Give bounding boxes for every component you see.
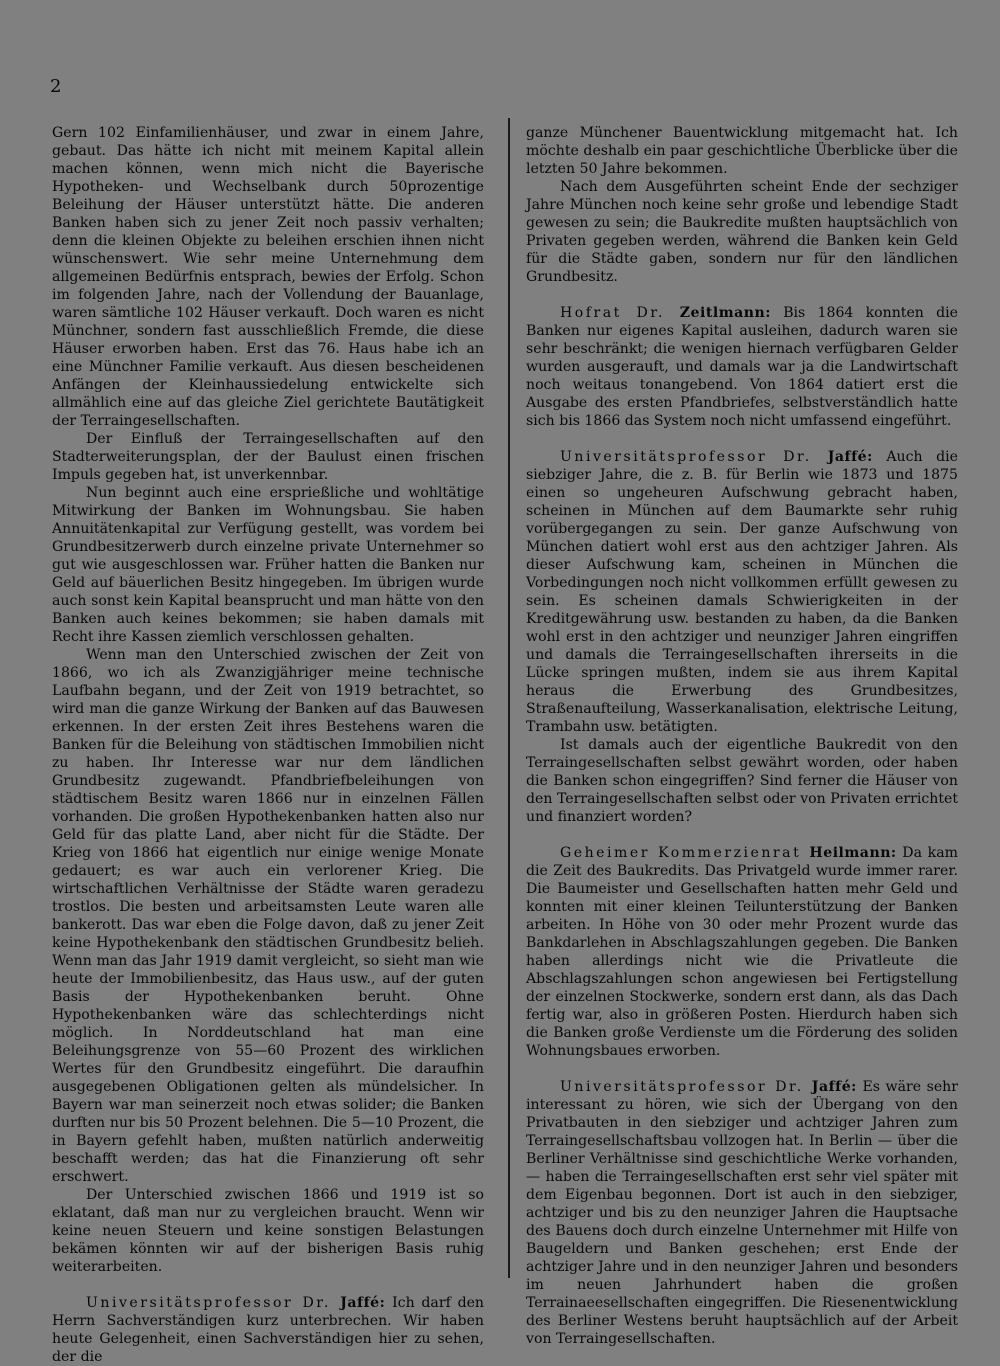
page-number: 2 bbox=[50, 76, 62, 97]
speaker-name: Jaffé: bbox=[811, 1079, 857, 1095]
speaker-name: Jaffé: bbox=[827, 449, 873, 465]
paragraph: Nach dem Ausgeführten scheint Ende der sechziger Jahre München noch keine sehr große und lebendige Stadt gewesen zu sein; die Baukredite mußten hauptsächlich von Privaten gegeben werden, während die Banken kein Geld für die Städte gaben, sondern nur für den ländlichen Grundbesitz. bbox=[526, 179, 958, 285]
speaker-text: Ich darf den Herrn Sachverständigen kurz unterbrechen. Wir haben heute Gelegenheit, einen Sachverständigen hier zu sehen, der die bbox=[52, 1295, 485, 1365]
paragraph: Der Unterschied zwischen 1866 und 1919 ist so eklatant, daß man nur zu vergleichen braucht. Wenn wir keine neuen Steuern und keine sonstigen Belastungen bekämen könnten wir auf der bisherigen Basis ruhig weiterarbeiten. bbox=[52, 1187, 484, 1275]
speaker-paragraph bbox=[526, 304, 958, 430]
paragraph: Wenn man den Unterschied zwischen der Zeit von 1866, wo ich als Zwanzigjähriger meine technische Laufbahn begann, und der Zeit von 1919 betrachtet, so wird man die ganze Wirkung der Banken auf das Bauwesen erkennen. In der ersten Zeit ihres Bestehens waren die Banken für die Beleihung von städtischen Immobilien nicht zu haben. Ihr Interesse war nur dem ländlichen Grundbesitz zugewandt. Pfandbriefbeleihungen von städtischem Besitz waren 1866 nur in einzelnen Fällen vorhanden. Die großen Hypothekenbanken hatten also nur Geld für das platte Land, aber nicht für die Städte. Der Krieg von 1866 hat eigentlich nur einige wenige Monate gedauert; es war auch ein verlorener Krieg. Die wirtschaftlichen Verhältnisse der Städte waren geradezu trostlos. Die besten und arbeitsamsten Leute waren alle bankerott. Das war eben die Folge davon, daß zu jener Zeit keine Hypothekenbank den städtischen Grundbesitz belieh. Wenn man das Jahr 1919 damit vergleicht, so sieht man wie heute der Immobilienbesitz, das Haus usw., auf der guten Basis der Hypothekenbanken beruht. Ohne Hypothekenbanken wäre das schlechterdings nicht möglich. In Norddeutschland hat man eine Beleihungsgrenze von 55—60 Prozent des wirklichen Wertes für den Grundbesitz eingeführt. Die daraufhin ausgegebenen Obligationen gelten als mündelsicher. In Bayern war man seinerzeit noch etwas solider; die Banken durften nur bis 50 Prozent belehnen. Die 5—10 Prozent, die in Bayern gefehlt haben, mußten natürlich anderweitig beschafft werden; das hat die Finanzierung oft sehr erschwert. bbox=[52, 647, 484, 1185]
paragraph: Nun beginnt auch eine ersprießliche und wohltätige Mitwirkung der Banken im Wohnungsbau. Sie haben Annuitätenkapital zur Verfügung gestellt, was vordem bei Grundbesitzerwerb durch einzelne private Unternehmer so gut wie ausgeschlossen war. Früher hatten die Banken nur Geld auf bäuerlichen Besitz hingegeben. Im übrigen wurde auch sonst kein Kapital beansprucht und man hätte von den Banken auch keines bekommen; sie haben damals mit Recht ihre Kassen ziemlich verschlossen gehalten. bbox=[52, 485, 484, 645]
speaker-title: Hofrat Dr. bbox=[560, 305, 680, 321]
speaker-name: Zeitlmann: bbox=[679, 305, 771, 321]
speaker-title: Geheimer Kommerzienrat bbox=[560, 845, 810, 861]
column-divider bbox=[508, 118, 510, 1278]
right-column bbox=[526, 124, 958, 1348]
paragraph: Gern 102 Einfamilienhäuser, und zwar in einem Jahre, gebaut. Das hätte ich nicht mit meinem Kapital allein machen können, wenn mich nicht die Bayerische Hypotheken- und Wechselbank durch 50prozentige Beleihung der Häuser unterstützt hätte. Die anderen Banken haben sich zu jener Zeit noch passiv verhalten; denn die kleinen Objekte zu beleihen erschien ihnen nicht wünschenswert. Wie sehr meine Unternehmung dem allgemeinen Bedürfnis entsprach, bewies der Erfolg. Schon im folgenden Jahre, nach der Vollendung der Bauanlage, waren sämtliche 102 Häuser verkauft. Doch waren es nicht Münchner, sondern fast ausschließlich Fremde, die diese Häuser erworben haben. Erst das 76. Haus habe ich an eine Münchner Familie verkauft. Aus diesen bescheidenen Anfängen der Kleinhaussiedelung entwickelte sich allmählich eine auf das gleiche Ziel gerichtete Bautätigkeit der Terraingesellschaften. bbox=[52, 125, 484, 429]
left-column bbox=[52, 124, 484, 1366]
speaker-paragraph bbox=[52, 1294, 484, 1366]
speaker-text: Es wäre sehr interessant zu hören, wie sich der Übergang von den Privatbauten in den siebziger und achtziger Jahren zum Terraingesellschaftsbau vollzogen hat. In Berlin — über die Berliner Verhältnisse sind geschichtliche Werke vorhanden, — haben die Terraingesellschaften erst sehr viel später mit dem Eigenbau begonnen. Dort ist auch in den siebziger, achtziger und bis zu den neunziger Jahren die Hauptsache des Bauens doch durch einzelne Unternehmer mit Hilfe von Baugeldern und Banken geschehen; erst Ende der achtziger Jahre und in den neunziger Jahren und besonders im neuen Jahrhundert haben die großen Terrainaeesellschaften eingegriffen. Die Riesenentwicklung des Berliner Westens beruht hauptsächlich auf der Arbeit von Terraingesellschaften. bbox=[526, 1079, 958, 1347]
speaker-text: Bis 1864 konnten die Banken nur eigenes Kapital ausleihen, dadurch waren sie sehr beschränkt; die wenigen hiernach verfügbaren Gelder wurden ausgerauft, und damals war ja die Landwirtschaft noch weitaus tonangebend. Von 1864 datiert erst die Ausgabe des ersten Pfandbriefes, selbstverständlich hatte sich bis 1866 das System noch nicht umfassend eingeführt. bbox=[526, 305, 958, 429]
speaker-title: Universitätsprofessor Dr. bbox=[86, 1295, 341, 1311]
speaker-paragraph bbox=[526, 448, 958, 736]
speaker-text: Auch die siebziger Jahre, die z. B. für Berlin wie 1873 und 1875 einen so ungeheuren Aufschwung gebracht haben, scheinen in München auf dem Baumarkte sehr ruhig vorübergegangen zu sein. Der ganze Aufschwung von München datiert wohl erst aus den achtziger Jahren. Als dieser Aufschwung kam, scheinen in München die Vorbedingungen noch nicht vollkommen erfüllt gewesen zu sein. Es scheinen damals Schwierigkeiten in der Kreditgewährung usw. bestanden zu haben, da die Banken wohl erst in den achtziger und neunziger Jahren eingriffen und damals die Terraingesellschaften ihrerseits in die Lücke springen mußten, indem sie aus ihrem Kapital heraus die Erwerbung des Grundbesitzes, Straßenaufteilung, Wasserkanalisation, elektrische Leitung, Trambahn usw. betätigten. bbox=[526, 449, 959, 735]
speaker-title: Universitätsprofessor Dr. bbox=[560, 449, 828, 465]
speaker-title: Universitätsprofessor Dr. bbox=[560, 1079, 812, 1095]
paragraph: Ist damals auch der eigentliche Baukredit von den Terraingesellschaften selbst gewährt worden, oder haben die Banken schon eingegriffen? Sind ferner die Häuser von den Terraingesellschaften selbst oder von Privaten errichtet und finanziert worden? bbox=[526, 737, 958, 825]
speaker-name: Heilmann: bbox=[809, 845, 897, 861]
speaker-paragraph bbox=[526, 1078, 958, 1348]
speaker-text: Da kam die Zeit des Baukredits. Das Privatgeld wurde immer rarer. Die Baumeister und Gesellschaften hatten mehr Geld und konnten mit einer kleinen Teilunterstützung der Banken arbeiten. In Höhe von 30 oder mehr Prozent wurde das Bankdarlehen in Abschlagszahlungen gegeben. Die Banken haben allerdings nicht wie die Privatleute die Abschlagszahlungen schon angewiesen bei Fertigstellung der einzelnen Stockwerke, sondern erst dann, als das Dach fertig war, also in größeren Posten. Hierdurch haben sich die Banken große Verdienste um die Förderung des soliden Wohnungsbaues erworben. bbox=[526, 845, 958, 1059]
paragraph: Der Einfluß der Terraingesellschaften auf den Stadterweiterungsplan, der der Baulust einen frischen Impuls gegeben hat, ist unverkennbar. bbox=[52, 431, 484, 483]
paragraph: ganze Münchener Bauentwicklung mitgemacht hat. Ich möchte deshalb ein paar geschichtliche Überblicke über die letzten 50 Jahre bekommen. bbox=[526, 125, 958, 177]
speaker-name: Jaffé: bbox=[340, 1295, 386, 1311]
speaker-paragraph bbox=[526, 844, 958, 1060]
